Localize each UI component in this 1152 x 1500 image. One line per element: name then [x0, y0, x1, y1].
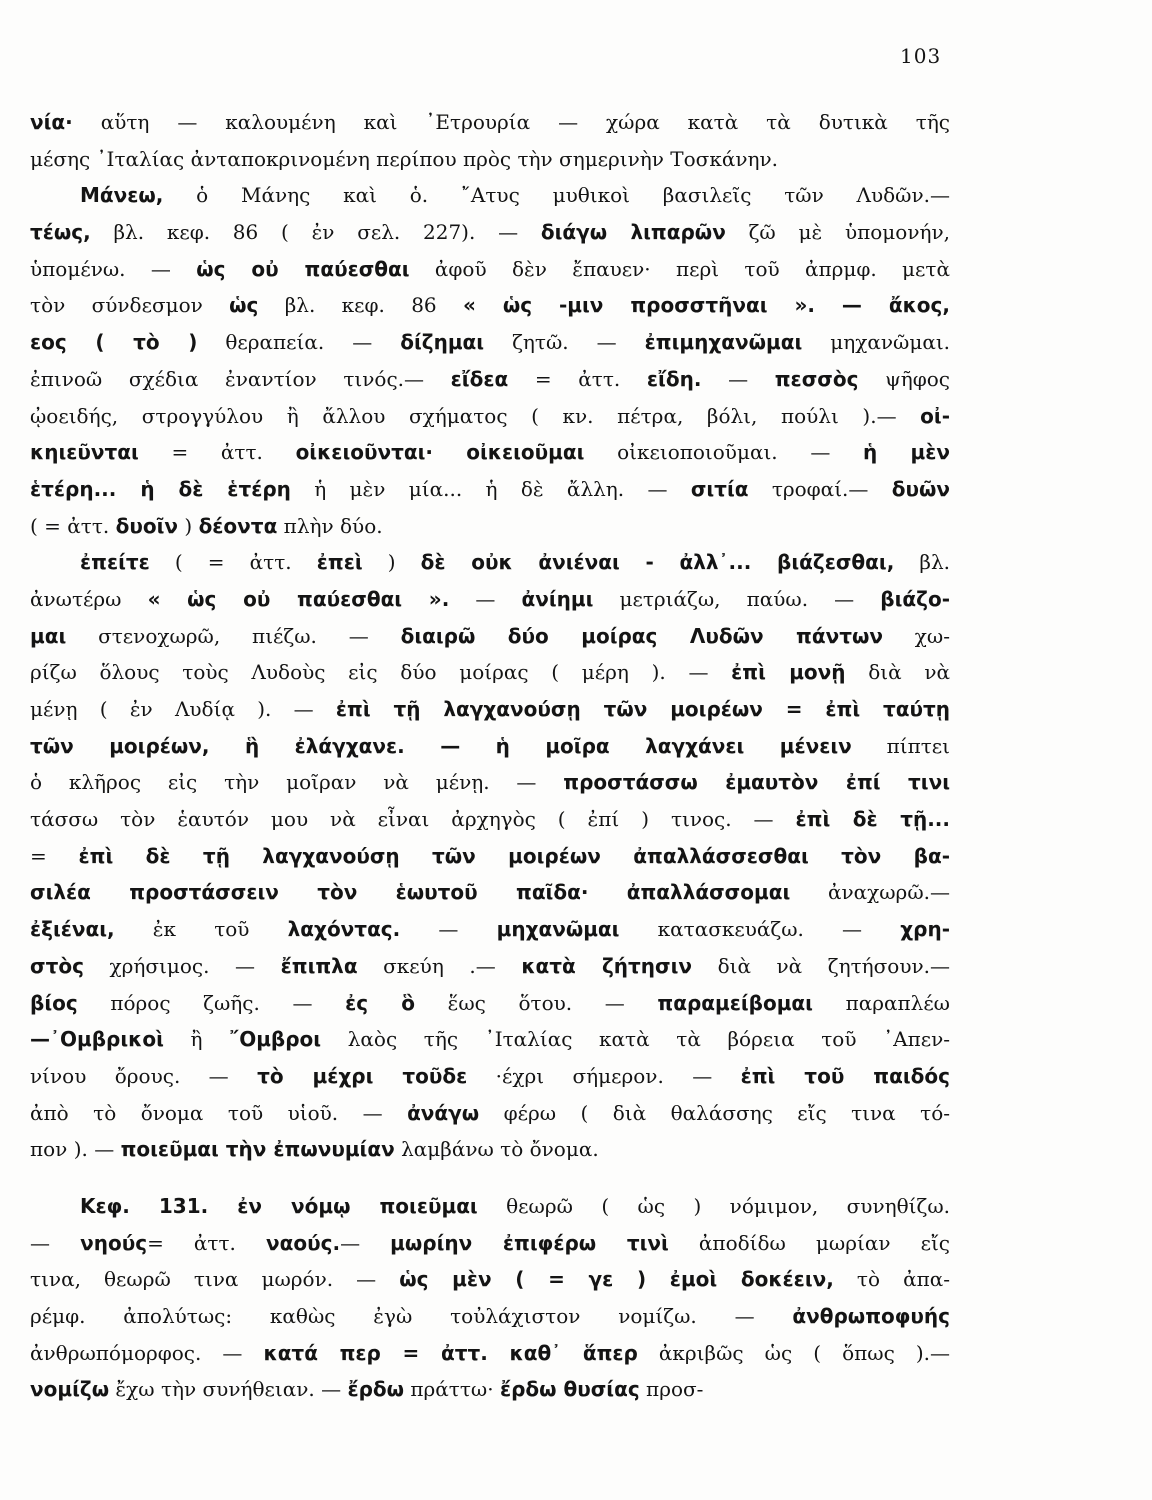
- gloss-text: ὑπομένω. —: [30, 256, 197, 281]
- text-line: [30, 618, 950, 655]
- gloss-text: θεραπεία. —: [197, 330, 401, 355]
- gloss-text: πόρος ζωῆς. —: [77, 990, 346, 1015]
- gloss-text: ἕως ὅτου. —: [415, 990, 658, 1015]
- gloss-text: φέρω ( διὰ θαλάσσης εἴς τινα τό-: [479, 1100, 950, 1125]
- gloss-text: τινα, θεωρῶ τινα μωρόν. —: [30, 1267, 400, 1292]
- gloss-text: ·έχρι σήμερον. —: [467, 1063, 741, 1088]
- text-line: [30, 948, 950, 985]
- paragraph: [30, 104, 950, 177]
- text-line: [30, 214, 950, 251]
- bold-lemma: Μάνεω,: [80, 183, 164, 208]
- bold-lemma: τέως,: [30, 220, 91, 245]
- text-line: [30, 1225, 950, 1262]
- bold-lemma: νομίζω: [30, 1377, 110, 1402]
- bold-lemma: λαχόντας.: [287, 917, 401, 942]
- bold-lemma: δίζημαι: [400, 330, 485, 355]
- text-line: [30, 874, 950, 911]
- bold-lemma: ἐξιέναι,: [30, 917, 115, 942]
- gloss-text: μηχανῶμαι.: [802, 330, 950, 355]
- gloss-text: οἰκειοποιοῦμαι. —: [584, 440, 863, 465]
- text-line: [30, 1371, 950, 1408]
- bold-lemma: ἐς ὃ: [345, 990, 416, 1015]
- bold-lemma: ὡς: [229, 293, 259, 318]
- bold-lemma: ἐπὶ μονῇ: [731, 660, 846, 685]
- gloss-text: μένῃ ( ἐν Λυδίᾳ ). —: [30, 697, 336, 721]
- bold-lemma: ἀνθρωποφυής: [792, 1304, 950, 1328]
- gloss-text: —: [449, 586, 522, 611]
- bold-lemma: ὡς μὲν ( = γε ) ἐμοὶ δοκέειν,: [399, 1267, 834, 1292]
- gloss-text: βλ.: [894, 550, 950, 575]
- paragraph: [30, 177, 950, 544]
- gloss-text: ὁ Μάνης καὶ ὁ. ῎Ατυς μυθικοὶ βασιλεῖς τῶν Λυδῶν.—: [163, 183, 950, 208]
- gloss-text: βλ. κεφ. 86 ( ἐν σελ. 227). —: [90, 220, 541, 245]
- text-line: [30, 287, 950, 324]
- gloss-text: πλὴν δύο.: [277, 513, 383, 538]
- bold-lemma: ἀνάγω: [407, 1100, 480, 1125]
- gloss-text: παραπλέω: [812, 990, 950, 1015]
- gloss-text: στενοχωρῶ, πιέζω. —: [66, 623, 401, 648]
- bold-lemma: ποιεῦμαι τὴν ἐπωνυμίαν: [120, 1137, 395, 1162]
- bold-lemma: ἐπὶ τῇ λαγχανούσῃ τῶν μοιρέων = ἐπὶ ταύτῃ: [335, 697, 950, 721]
- text-line: [30, 985, 950, 1022]
- bold-lemma: ἡ μὲν: [863, 440, 950, 465]
- text-line: [30, 1335, 950, 1372]
- gloss-text: χρήσιμος. —: [83, 953, 281, 978]
- gloss-text: —: [400, 917, 497, 942]
- gloss-text: =: [30, 843, 79, 868]
- bold-lemma: ὡς οὐ παύεσθαι: [196, 256, 410, 281]
- bold-lemma: βίος: [30, 990, 78, 1015]
- text-line: [30, 838, 950, 875]
- bold-lemma: σιλέα προστάσσειν τὸν ἑωυτοῦ παῖδα· ἀπαλλάσσομαι: [30, 880, 791, 905]
- bold-lemma: ἀνίημι: [521, 586, 594, 611]
- text-line: [30, 728, 950, 765]
- text-line: [30, 508, 950, 545]
- bold-lemma: εἴδη.: [646, 366, 702, 391]
- bold-lemma: διαιρῶ δύο μοίρας Λυδῶν πάντων: [400, 623, 883, 648]
- paragraph: [30, 544, 950, 1168]
- bold-lemma: ἔρδω θυσίας: [499, 1377, 640, 1402]
- gloss-text: διὰ νὰ: [845, 660, 950, 685]
- text-line: [30, 471, 950, 508]
- text-line: [30, 691, 950, 728]
- bold-lemma: νία·: [30, 110, 73, 134]
- bold-lemma: κατὰ ζήτησιν: [521, 953, 692, 978]
- gloss-text: ρέμφ. ἀπολύτως: καθὼς ἐγὼ τοὐλάχιστον νομίζω. —: [30, 1304, 793, 1328]
- gloss-text: ᾠοειδής, στρογγύλου ἢ ἄλλου σχήματος ( κν. πέτρα, βόλι, πούλι ).—: [30, 403, 921, 428]
- text-line: [30, 177, 950, 214]
- text-line: [30, 1261, 950, 1298]
- text-line: [30, 361, 950, 398]
- text-line: [30, 324, 950, 361]
- bold-lemma: ἐπεὶ: [316, 550, 363, 575]
- gloss-text: τροφαί.—: [748, 476, 892, 501]
- bold-lemma: δυῶν: [891, 476, 950, 501]
- gloss-text: πράττω·: [404, 1377, 500, 1402]
- text-line: [30, 801, 950, 838]
- text-line: [30, 581, 950, 618]
- gloss-text: ζητῶ. —: [484, 330, 645, 355]
- paragraph: [30, 1188, 950, 1408]
- bold-lemma: κηιεῦνται: [30, 440, 139, 465]
- bold-lemma: κατά περ = ἀττ. καθ᾿ ἅπερ: [263, 1340, 638, 1365]
- gloss-text: χω-: [882, 623, 950, 648]
- text-line: [30, 1021, 950, 1058]
- bold-lemma: οἰ-: [920, 403, 950, 428]
- text-line: [30, 1058, 950, 1095]
- gloss-text: ὁ κλῆρος εἰς τὴν μοῖραν νὰ μένῃ. —: [30, 770, 564, 795]
- bold-lemma: δέοντα: [198, 513, 278, 538]
- gloss-text: αὕτη — καλουμένη καὶ ᾿Ετρουρία — χώρα κατὰ τὰ δυτικὰ τῆς: [72, 110, 950, 134]
- text-line: [30, 141, 950, 178]
- gloss-text: ἀποδίδω μωρίαν εἴς: [668, 1230, 950, 1255]
- bold-lemma: προστάσσω ἐμαυτὸν ἐπί τινι: [563, 770, 950, 795]
- gloss-text: ἀφοῦ δὲν ἔπαυεν· περὶ τοῦ ἀπρμφ. μετὰ: [409, 256, 950, 281]
- bold-lemma: βιάζο-: [880, 586, 950, 611]
- bold-lemma: μαι: [30, 623, 67, 648]
- bold-lemma: εἴδεα: [450, 366, 509, 391]
- gloss-text: προσ-: [639, 1377, 704, 1402]
- bold-lemma: εος ( τὸ ): [30, 330, 198, 355]
- text-line: [30, 434, 950, 471]
- gloss-text: ἀνθρωπόμορφος. —: [30, 1340, 264, 1365]
- gloss-text: τάσσω τὸν ἑαυτόν μου νὰ εἶναι ἀρχηγὸς ( ἐπί ) τινος. —: [30, 807, 796, 832]
- bold-lemma: Κεφ. 131. ἐν νόμῳ ποιεῦμαι: [80, 1193, 478, 1218]
- gloss-text: τὸ ἀπα-: [833, 1267, 950, 1292]
- bold-lemma: διάγω λιπαρῶν: [540, 220, 726, 245]
- gloss-text: ): [362, 550, 421, 575]
- bold-lemma: ἑτέρη... ἡ δὲ ἑτέρη: [30, 476, 291, 501]
- text-body: [30, 104, 950, 1408]
- text-line: [30, 398, 950, 435]
- gloss-text: πίπτει: [851, 733, 950, 758]
- gloss-text: ἀνωτέρω: [30, 586, 148, 611]
- bold-lemma: πεσσὸς: [774, 366, 859, 391]
- bold-lemma: ἐπὶ δὲ τῇ λαγχανούσῃ τῶν μοιρέων ἀπαλλάσσεσθαι τὸν βα-: [78, 843, 950, 868]
- bold-lemma: σιτία: [690, 476, 749, 501]
- gloss-text: ( = ἀττ.: [149, 550, 317, 575]
- gloss-text: λαὸς τῆς ᾿Ιταλίας κατὰ τὰ βόρεια τοῦ ᾿Απεν-: [321, 1027, 950, 1052]
- gloss-text: ψῆφος: [858, 366, 950, 391]
- bold-lemma: μηχανῶμαι: [496, 917, 620, 942]
- bold-lemma: ἐπείτε: [80, 550, 150, 575]
- text-line: [30, 911, 950, 948]
- gloss-text: τὸν σύνδεσμον: [30, 293, 230, 318]
- gloss-text: διὰ νὰ ζητήσουν.—: [692, 953, 950, 978]
- gloss-text: ἢ: [163, 1027, 230, 1052]
- text-line: [30, 1131, 950, 1168]
- gloss-text: μέσης ᾿Ιταλίας ἀνταποκρινομένη περίπου πρὸς τὴν σημερινὴν Τοσκάνην.: [30, 146, 778, 171]
- bold-lemma: οἰκειοῦνται· οἰκειοῦμαι: [295, 440, 585, 465]
- text-line: [30, 251, 950, 288]
- bold-lemma: τὸ μέχρι τοῦδε: [257, 1063, 468, 1088]
- text-line: [30, 1095, 950, 1132]
- bold-lemma: τῶν μοιρέων, ἣ ἐλάγχανε. — ἡ μοῖρα λαγχάνει μένειν: [30, 733, 852, 758]
- page-number: 103: [900, 44, 942, 68]
- text-line: [30, 104, 950, 141]
- bold-lemma: ἔρδω: [347, 1377, 405, 1402]
- text-line: [30, 764, 950, 801]
- gloss-text: —: [701, 366, 775, 391]
- bold-lemma: —᾿Ομβρικοὶ: [30, 1027, 164, 1052]
- bold-lemma: παραμείβομαι: [657, 990, 813, 1015]
- gloss-text: ἡ μὲν μία... ἡ δὲ ἄλλη. —: [290, 476, 691, 501]
- bold-lemma: ἐπὶ τοῦ παιδός: [740, 1063, 950, 1088]
- gloss-text: = ἀττ.: [138, 440, 296, 465]
- gloss-text: ): [178, 513, 199, 538]
- gloss-text: ἐπινοῶ σχέδια ἐναντίον τινός.—: [30, 366, 451, 391]
- bold-lemma: ἔπιπλα: [280, 953, 358, 978]
- bold-lemma: νηούς: [80, 1230, 148, 1255]
- bold-lemma: « ὡς οὐ παύεσθαι ».: [147, 586, 450, 611]
- bold-lemma: « ὡς -μιν προσστῆναι ». — ἄκος,: [462, 293, 950, 318]
- gloss-text: μετριάζω, παύω. —: [593, 586, 881, 611]
- gloss-text: = ἀττ.: [508, 366, 647, 391]
- text-line: [30, 1188, 950, 1225]
- bold-lemma: δυοῖν: [115, 513, 179, 538]
- gloss-text: ἐκ τοῦ: [114, 917, 288, 942]
- gloss-text: ἀπὸ τὸ ὄνομα τοῦ υἱοῦ. —: [30, 1100, 408, 1125]
- gloss-text: ἀκριβῶς ὡς ( ὅπως ).—: [637, 1340, 950, 1365]
- bold-lemma: ῎Ομβροι: [229, 1027, 322, 1052]
- gloss-text: = ἀττ.: [147, 1230, 266, 1255]
- gloss-text: σκεύη .—: [357, 953, 522, 978]
- bold-lemma: μωρίην ἐπιφέρω τινὶ: [390, 1230, 669, 1255]
- gloss-text: πον ). —: [30, 1137, 121, 1162]
- gloss-text: κατασκευάζω. —: [619, 917, 901, 942]
- text-line: [30, 654, 950, 691]
- gloss-text: ( = ἀττ.: [30, 513, 116, 538]
- gloss-text: ἔχω τὴν συνήθειαν. —: [109, 1377, 348, 1402]
- gloss-text: ἀναχωρῶ.—: [790, 880, 950, 905]
- gloss-text: ρίζω ὅλους τοὺς Λυδοὺς εἰς δύο μοίρας ( μέρη ). —: [30, 660, 732, 685]
- gloss-text: —: [30, 1230, 81, 1255]
- text-line: [30, 1298, 950, 1335]
- text-line: [30, 544, 950, 581]
- gloss-text: θεωρῶ ( ὡς ) νόμιμον, συνηθίζω.: [477, 1193, 950, 1218]
- gloss-text: βλ. κεφ. 86: [258, 293, 463, 318]
- bold-lemma: δὲ οὐκ ἀνιέναι - ἀλλ᾿... βιάζεσθαι,: [420, 550, 895, 575]
- gloss-text: ζῶ μὲ ὑπομονήν,: [725, 220, 950, 245]
- bold-lemma: ἐπιμηχανῶμαι: [644, 330, 803, 355]
- bold-lemma: ναούς.: [266, 1230, 341, 1255]
- bold-lemma: ἐπὶ δὲ τῇ...: [795, 807, 950, 832]
- gloss-text: νίνου ὄρους. —: [30, 1063, 258, 1088]
- bold-lemma: στὸς: [30, 953, 84, 978]
- gloss-text: λαμβάνω τὸ ὄνομα.: [394, 1137, 599, 1162]
- gloss-text: —: [340, 1230, 391, 1255]
- bold-lemma: χρη-: [900, 917, 950, 942]
